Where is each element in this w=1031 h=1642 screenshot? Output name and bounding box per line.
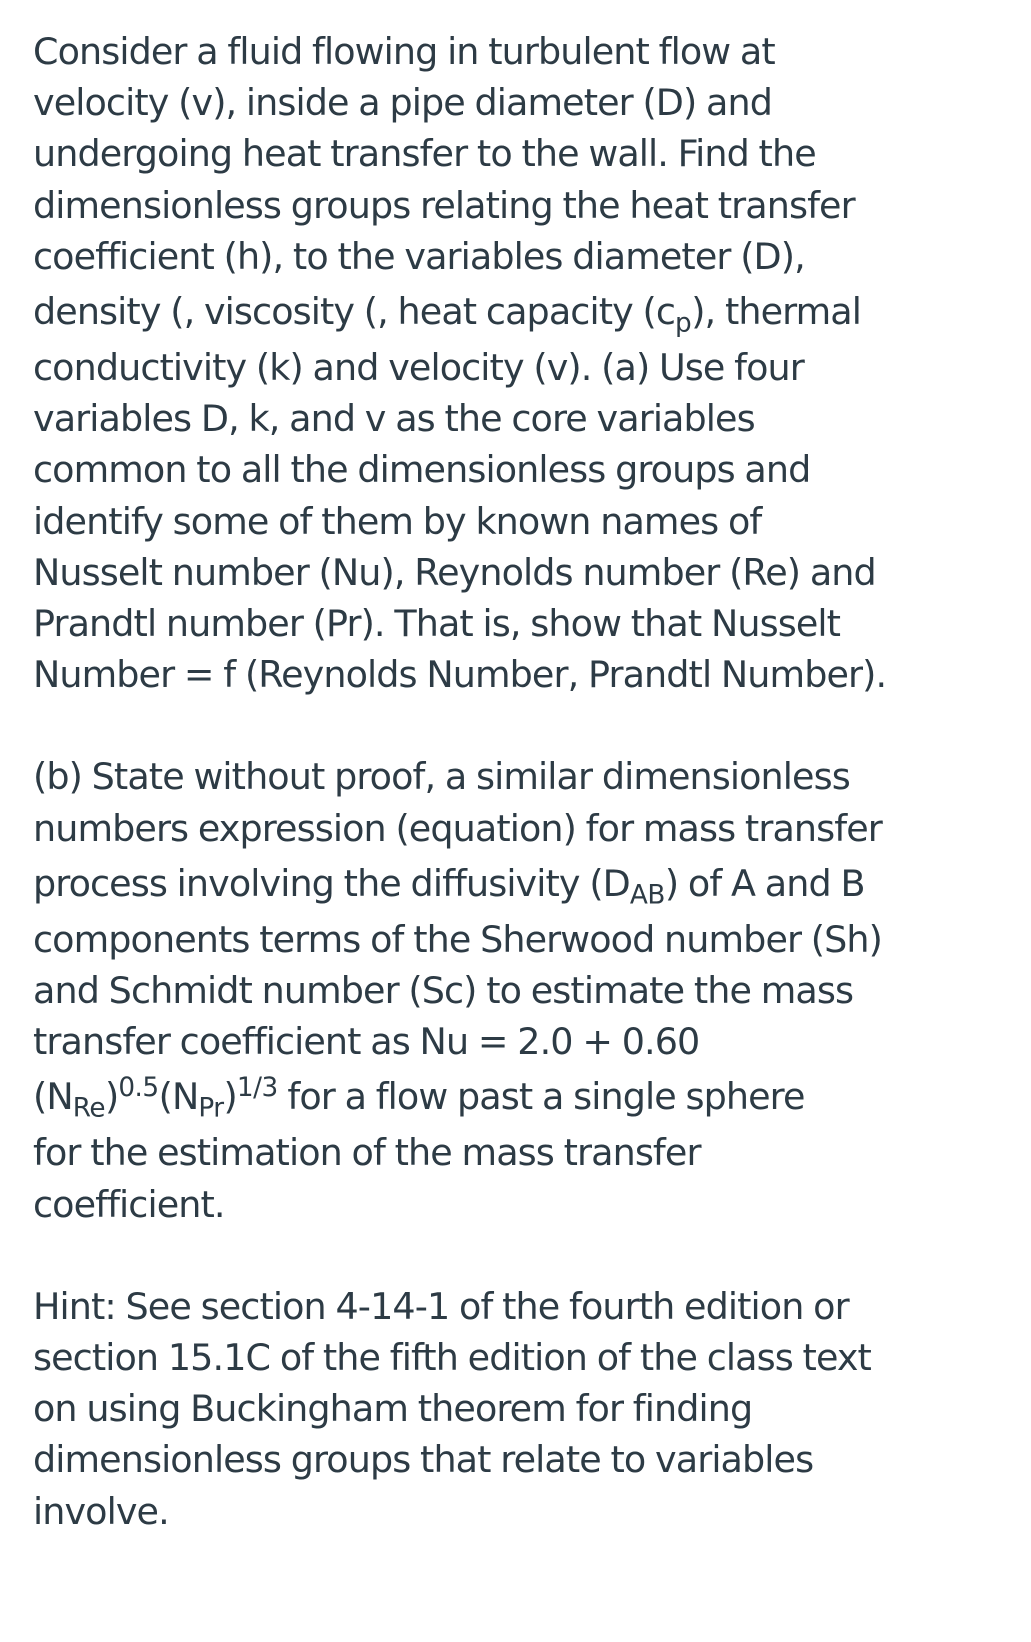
- text-line: (b) State without proof, a similar dimensionless: [33, 755, 850, 799]
- text-line: undergoing heat transfer to the wall. Find the: [33, 132, 816, 176]
- text-line: velocity (v), inside a pipe diameter (D) and: [33, 81, 773, 125]
- text-line: dimensionless groups that relate to variables: [33, 1438, 814, 1482]
- text-line: dimensionless groups relating the heat transfer: [33, 183, 855, 227]
- paragraph-part-a: [33, 26, 1008, 700]
- text-line-equation: [33, 1067, 1008, 1127]
- text-line: and Schmidt number (Sc) to estimate the mass: [33, 969, 854, 1013]
- text-line: section 15.1C of the fifth edition of the class text: [33, 1336, 871, 1380]
- subscript-re: Re: [72, 1093, 105, 1124]
- text-line: involve.: [33, 1489, 169, 1533]
- text-line: coefficient (h), to the variables diameter (D),: [33, 234, 805, 278]
- text-line-diffusivity: [33, 854, 1008, 914]
- equation-open-paren: (N: [158, 1075, 199, 1119]
- subscript-ab: AB: [629, 880, 665, 911]
- text-segment: density (, viscosity (, heat capacity (c: [33, 290, 676, 334]
- text-line: Nusselt number (Nu), Reynolds number (Re) and: [33, 550, 876, 594]
- text-line: Number = f (Reynolds Number, Prandtl Number).: [33, 653, 887, 697]
- text-line: Prandtl number (Pr). That is, show that Nusselt: [33, 602, 841, 646]
- text-line: identify some of them by known names of: [33, 499, 762, 543]
- equation-close-paren: ): [223, 1075, 237, 1119]
- equation-close-paren: ): [104, 1075, 119, 1119]
- text-line: Hint: See section 4-14-1 of the fourth edition or: [33, 1284, 849, 1328]
- paragraph-spacer: [33, 700, 1008, 751]
- text-segment: ) of A and B: [664, 861, 865, 905]
- paragraph-part-b: [33, 751, 1008, 1229]
- text-line: transfer coefficient as Nu = 2.0 + 0.60: [33, 1020, 700, 1064]
- text-segment: ), thermal: [691, 290, 861, 334]
- equation-open-paren: (N: [33, 1075, 73, 1119]
- subscript-pr: Pr: [198, 1093, 224, 1124]
- exponent-re: 0.5: [118, 1073, 159, 1104]
- text-line-heat-capacity: [33, 282, 1008, 342]
- text-line: common to all the dimensionless groups and: [33, 448, 811, 492]
- text-line: conductivity (k) and velocity (v). (a) Use four: [33, 346, 804, 390]
- subscript-p: p: [675, 308, 692, 339]
- paragraph-hint: [33, 1281, 1008, 1537]
- text-line: Consider a fluid flowing in turbulent flow at: [33, 30, 775, 73]
- question-text: [33, 26, 1008, 1537]
- text-line: variables D, k, and v as the core variables: [33, 397, 755, 441]
- text-line: for the estimation of the mass transfer: [33, 1131, 701, 1175]
- paragraph-spacer: [33, 1230, 1008, 1281]
- text-line: components terms of the Sherwood number (Sh): [33, 917, 882, 961]
- text-line: on using Buckingham theorem for finding: [33, 1387, 753, 1431]
- text-segment: process involving the diffusivity (D: [33, 861, 630, 905]
- exponent-pr: 1/3: [236, 1073, 278, 1104]
- text-line: numbers expression (equation) for mass transfer: [33, 806, 882, 850]
- text-line: coefficient.: [33, 1182, 225, 1226]
- text-segment: for a flow past a single sphere: [277, 1075, 805, 1119]
